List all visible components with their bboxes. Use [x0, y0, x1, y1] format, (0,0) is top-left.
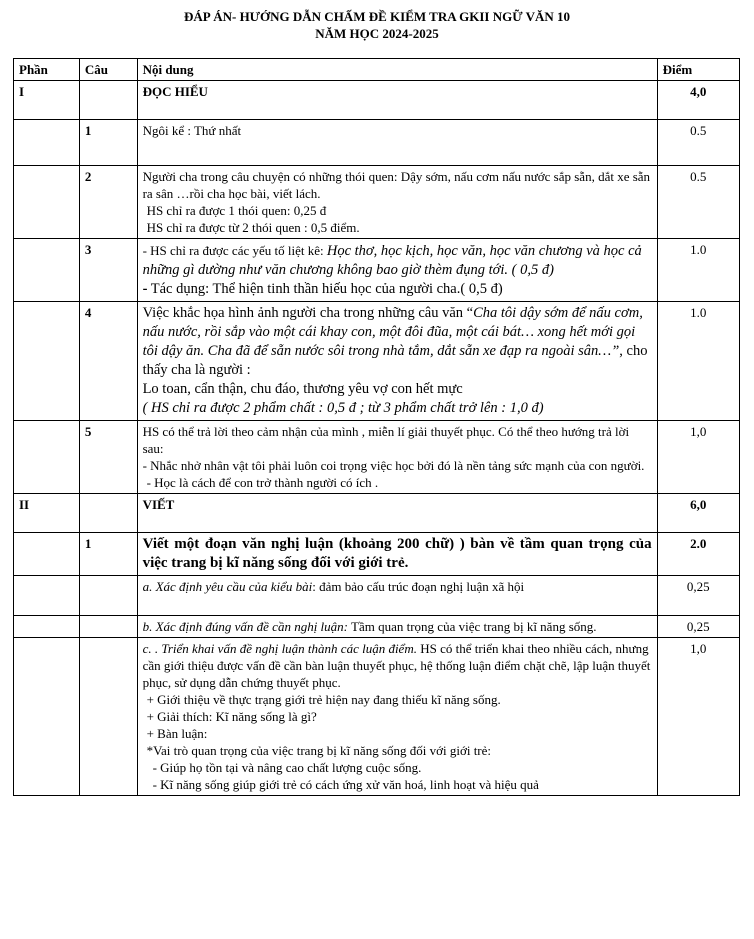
section-2-phan: II [14, 494, 80, 533]
q5-diem: 1,0 [657, 421, 739, 494]
q4-intro: Việc khắc họa hình ảnh người cha trong những câu văn “ [142, 305, 474, 321]
writing-row-b [14, 616, 740, 638]
wb-label: b. Xác định đúng vấn đề cần nghị luận: [142, 619, 348, 634]
wc-phan [14, 638, 80, 796]
header-phan: Phần [14, 59, 80, 81]
q4-line-3: ( HS chỉ ra được 2 phẩm chất : 0,5 đ ; từ 3 phẩm chất trở lên : 1,0 đ) [142, 400, 544, 416]
document-title [0, 8, 754, 42]
q3-content [137, 239, 657, 302]
header-noidung: Nội dung [137, 59, 657, 81]
q2-diem: 0.5 [657, 166, 739, 239]
question-row-3 [14, 239, 740, 302]
q2-content [137, 166, 657, 239]
title-line-2: NĂM HỌC 2024-2025 [315, 26, 439, 41]
q4-phan [14, 302, 80, 421]
wc-line-4: *Vai trò quan trọng của việc trang bị kĩ năng sống đối với giới trẻ: [146, 743, 492, 758]
q4-conclusion: , cho thấy cha là người : [142, 343, 648, 378]
wc-line-1: + Giới thiệu về thực trạng giới trẻ hiện nay đang thiếu kĩ năng sống. [146, 692, 501, 707]
q3-dash: - [142, 281, 148, 297]
q4-quote: Cha tôi dậy sớm để nấu cơm, nấu nước, rồi sắp vào một cái khay con, một đôi đũa, một cái bát… xong hết mới gọi tôi dậy ăn. Cha đã để sẵn nước sôi trong nhà tắm, dắt sẵn xe đạp ra ngoài sân…” [142, 305, 643, 359]
question-row-5 [14, 421, 740, 494]
wa-text: : đảm bảo cấu trúc đoạn nghị luận xã hội [312, 579, 525, 594]
wc-line-2: + Giải thích: Kĩ năng sống là gì? [146, 709, 317, 724]
q3-line-2 [143, 280, 652, 299]
q5-phan [14, 421, 80, 494]
w1-content: Viết một đoạn văn nghị luận (khoảng 200 chữ) ) bàn về tầm quan trọng của việc trang bị kĩ năng sống đối với giới trẻ. [137, 533, 657, 576]
wa-content [137, 576, 657, 616]
wa-cau [79, 576, 137, 616]
writing-row-c [14, 638, 740, 796]
w1-cau: 1 [79, 533, 137, 576]
q4-line-1 [143, 304, 652, 380]
q2-cau: 2 [79, 166, 137, 239]
title-line-1: ĐÁP ÁN- HƯỚNG DẪN CHẤM ĐỀ KIỂM TRA GKII NGỮ VĂN 10 [183, 9, 571, 24]
q2-phan [14, 166, 80, 239]
q2-line-2: HS chỉ ra được 1 thói quen: 0,25 đ [146, 203, 327, 218]
q5-line-3: - Học là cách để con trở thành người có ích . [146, 475, 379, 490]
header-cau: Câu [79, 59, 137, 81]
wc-line-6: - Kĩ năng sống giúp giới trẻ có cách ứng xử văn hoá, linh hoạt và hiệu quả [152, 777, 539, 792]
q3-line-1 [143, 241, 652, 280]
q4-cau: 4 [79, 302, 137, 421]
question-row-2 [14, 166, 740, 239]
q1-phan [14, 120, 80, 166]
q4-content [137, 302, 657, 421]
wb-cau [79, 616, 137, 638]
wc-line-3: + Bàn luận: [146, 726, 208, 741]
q2-line-1: Người cha trong câu chuyện có những thói quen: Dậy sớm, nấu cơm nấu nước sắp sẵn, dắt xe sẵn ra sân …rồi cha học bài, viết lách. [142, 169, 651, 201]
q1-cau: 1 [79, 120, 137, 166]
answer-table [13, 58, 740, 796]
wb-diem: 0,25 [657, 616, 739, 638]
section-2-title: VIẾT [137, 494, 657, 533]
wc-cau [79, 638, 137, 796]
q3-cau: 3 [79, 239, 137, 302]
section-2-diem: 6,0 [657, 494, 739, 533]
wb-phan [14, 616, 80, 638]
wc-intro [143, 640, 652, 691]
q4-line-2: Lo toan, cẩn thận, chu đáo, thương yêu vợ con hết mực [142, 381, 463, 397]
section-1-cau [79, 81, 137, 120]
wb-content [137, 616, 657, 638]
question-row-4 [14, 302, 740, 421]
section-1-phan: I [14, 81, 80, 120]
q3-phan [14, 239, 80, 302]
w1-phan [14, 533, 80, 576]
q4-diem: 1.0 [657, 302, 739, 421]
wc-line-5: - Giúp họ tồn tại và nâng cao chất lượng cuộc sống. [152, 760, 422, 775]
section-2-cau [79, 494, 137, 533]
section-1-diem: 4,0 [657, 81, 739, 120]
q1-diem: 0.5 [657, 120, 739, 166]
section-1-title: ĐỌC HIỂU [137, 81, 657, 120]
wa-phan [14, 576, 80, 616]
w1-diem: 2.0 [657, 533, 739, 576]
section-row-1 [14, 81, 740, 120]
q1-content: Ngôi kể : Thứ nhất [137, 120, 657, 166]
section-row-2 [14, 494, 740, 533]
header-row [14, 59, 740, 81]
wb-text: Tầm quan trọng của việc trang bị kĩ năng sống. [348, 619, 597, 634]
q3-list: Học thơ, học kịch, học văn, học văn chương và học cả những gì dường như văn chương không bao giờ thèm đụng tới. ( 0,5 đ) [142, 243, 642, 278]
header-diem: Điểm [657, 59, 739, 81]
wc-text: HS có thể triển khai theo nhiều cách, nhưng cần giới thiệu được vấn đề cần bàn luận thuyết phục, hệ thống luận điểm chặt chẽ, lập luận thuyết phục, sử dụng dẫn chứng thuyết phục. [142, 641, 651, 690]
wc-content [137, 638, 657, 796]
wa-label: a. Xác định yêu cầu của kiểu bài [142, 579, 313, 594]
q2-line-3: HS chỉ ra được từ 2 thói quen : 0,5 điểm. [146, 220, 360, 235]
wc-label: c. . Triển khai vấn đề nghị luận thành các luận điểm. [142, 641, 417, 656]
q5-content [137, 421, 657, 494]
q3-effect: Tác dụng: Thể hiện tinh thần hiếu học của người cha.( 0,5 đ) [147, 281, 503, 297]
q5-line-2: - Nhắc nhở nhân vật tôi phải luôn coi trọng việc học bởi đó là nền tảng sức mạnh của con người. [142, 458, 645, 473]
wa-diem: 0,25 [657, 576, 739, 616]
q3-intro: - HS chỉ ra được các yếu tố liệt kê: [142, 243, 327, 258]
writing-row-a [14, 576, 740, 616]
q5-line-1: HS có thể trả lời theo cảm nhận của mình , miễn lí giải thuyết phục. Có thể theo hướng trả lời sau: [142, 424, 630, 456]
writing-row-1 [14, 533, 740, 576]
q5-cau: 5 [79, 421, 137, 494]
q3-diem: 1.0 [657, 239, 739, 302]
wc-diem: 1,0 [657, 638, 739, 796]
question-row-1 [14, 120, 740, 166]
